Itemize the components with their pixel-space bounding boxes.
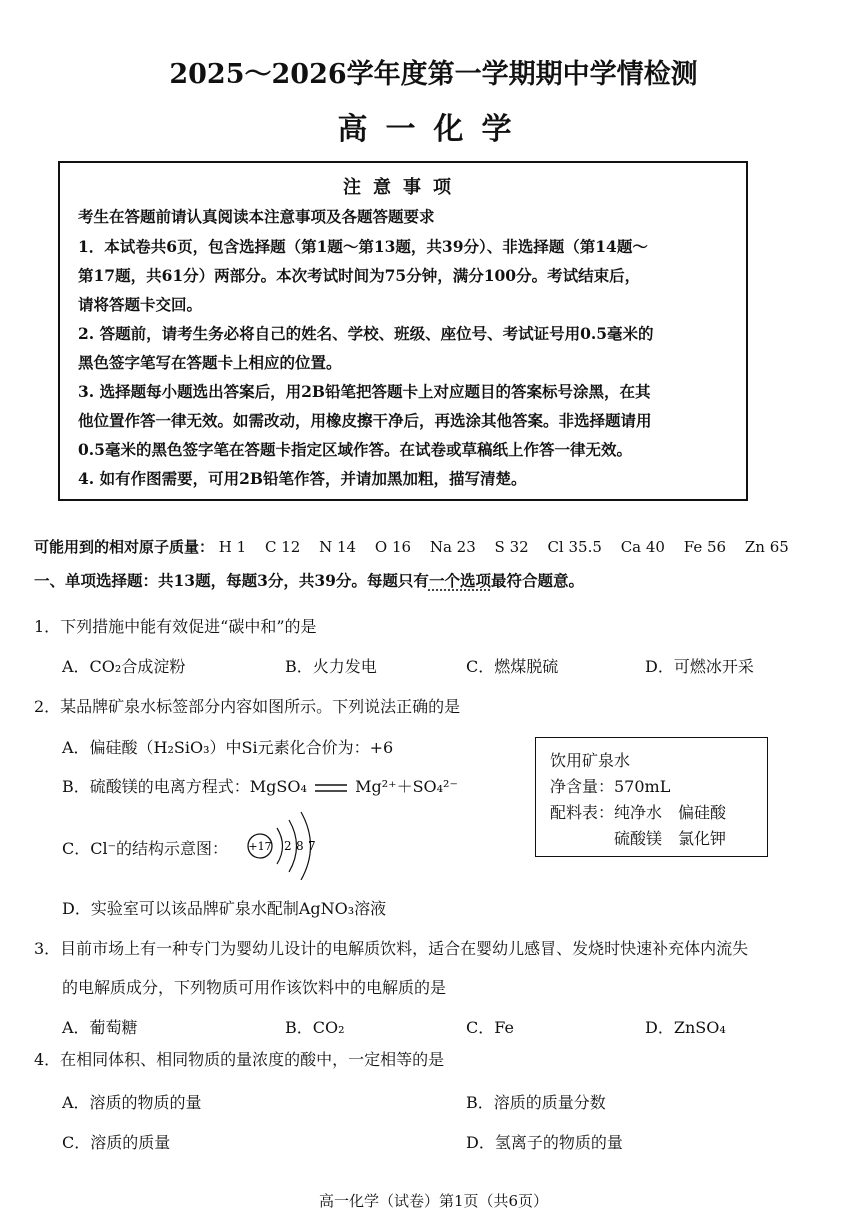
atomic-mass-item: Zn 65 [744,538,789,556]
notice-line: 3. 选择题每小题选出答案后，用2B铅笔把答题卡上对应题目的答案标号涂黑，在其 [78,382,651,401]
atomic-mass-item: C 12 [264,538,301,556]
section-heading [34,569,584,591]
atomic-mass-item: O 16 [374,538,412,556]
exam-title: 2025～2026学年度第一学期期中学情检测 [169,59,698,90]
q3-option-c: C．Fe [466,1018,514,1037]
q2-option-a: A．偏硅酸（H₂SiO₃）中Si元素化合价为：+6 [62,738,394,757]
label-line: 硫酸镁 氯化钾 [550,829,727,848]
atomic-mass-item: Na 23 [429,538,476,556]
shell-electron-count: 8 [296,839,304,853]
atomic-mass-line [34,536,803,557]
shell-electron-count: 7 [308,839,316,853]
nucleus-charge: +17 [248,840,272,853]
q3-option-b: B．CO₂ [285,1018,345,1037]
question-3-stem-line2: 的电解质成分，下列物质可用作该饮料中的电解质的是 [62,978,447,997]
notice-line: 黑色签字笔写在答题卡上相应的位置。 [78,353,342,372]
equals-sign-icon [314,782,348,794]
q1-option-c: C．燃煤脱硫 [466,657,559,676]
q2-option-c: C．Cl⁻的结构示意图： [62,839,229,858]
q4-option-b: B．溶质的质量分数 [466,1093,606,1112]
atomic-mass-label: 可能用到的相对原子质量： [34,538,215,556]
label-line: 净含量：570mL [550,777,671,796]
q4-option-c: C．溶质的质量 [62,1133,171,1152]
notice-line: 0.5毫米的黑色签字笔在答题卡指定区域作答。在试卷或草稿纸上作答一律无效。 [78,440,632,459]
q1-option-a: A．CO₂合成淀粉 [62,657,186,676]
q4-option-a: A．溶质的物质的量 [62,1093,202,1112]
notice-line: 4. 如有作图需要，可用2B铅笔作答，并请加黑加粗，描写清楚。 [78,469,527,488]
notice-box [58,161,748,501]
atomic-mass-item: Ca 40 [620,538,665,556]
q1-option-d: D．可燃冰开采 [645,657,754,676]
q2-option-b-right: Mg²⁺＋SO₄²⁻ [355,777,458,796]
mineral-water-label [535,737,768,857]
q3-option-a: A．葡萄糖 [62,1018,138,1037]
q2-option-b [62,774,458,797]
question-3-stem-line1: 3．目前市场上有一种专门为婴幼儿设计的电解质饮料，适合在婴幼儿感冒、发烧时快速补充体内流失 [34,939,749,958]
exam-subject: 高一化学 [337,112,530,147]
chlorine-ion-structure-diagram [244,810,324,880]
q2-option-b-left: B．硫酸镁的电离方程式：MgSO₄ [62,777,307,796]
atomic-mass-item: N 14 [319,538,357,556]
notice-line: 他位置作答一律无效。如需改动，用橡皮擦干净后，再选涂其他答案。非选择题请用 [78,411,652,430]
atomic-mass-item: Fe 56 [683,538,727,556]
section-heading-text: 一、单项选择题：共13题，每题3分，共39分。每题只有 [34,571,429,590]
electron-shell-arc [277,828,283,864]
section-heading-emphasis: 一个选项 [428,571,491,590]
question-2-stem: 2．某品牌矿泉水标签部分内容如图所示。下列说法正确的是 [34,697,461,716]
notice-line: 2. 答题前，请考生务必将自己的姓名、学校、班级、座位号、考试证号用0.5毫米的 [78,324,654,343]
label-line: 饮用矿泉水 [550,751,631,770]
atomic-mass-item: H 1 [218,538,247,556]
question-4-stem: 4．在相同体积、相同物质的量浓度的酸中，一定相等的是 [34,1050,445,1069]
q1-option-b: B．火力发电 [285,657,377,676]
notice-line: 第17题，共61分）两部分。本次考试时间为75分钟，满分100分。考试结束后， [78,266,641,285]
q2-option-d: D．实验室可以该品牌矿泉水配制AgNO₃溶液 [62,899,387,918]
page-footer: 高一化学（试卷）第1页（共6页） [318,1192,549,1210]
notice-title: 注意事项 [343,177,463,198]
shell-electron-count: 2 [284,839,292,853]
notice-line: 考生在答题前请认真阅读本注意事项及各题答题要求 [78,207,435,226]
q3-option-d: D．ZnSO₄ [645,1018,726,1037]
notice-line: 请将答题卡交回。 [78,295,203,314]
label-line: 配料表：纯净水 偏硅酸 [550,803,727,822]
atomic-mass-item: S 32 [494,538,529,556]
section-heading-text: 最符合题意。 [490,571,584,590]
q4-option-d: D．氢离子的物质的量 [466,1133,623,1152]
notice-line: 1．本试卷共6页，包含选择题（第1题～第13题，共39分）、非选择题（第14题～ [78,237,648,256]
atomic-mass-item: Cl 35.5 [547,538,602,556]
question-1-stem: 1．下列措施中能有效促进“碳中和”的是 [34,617,317,636]
